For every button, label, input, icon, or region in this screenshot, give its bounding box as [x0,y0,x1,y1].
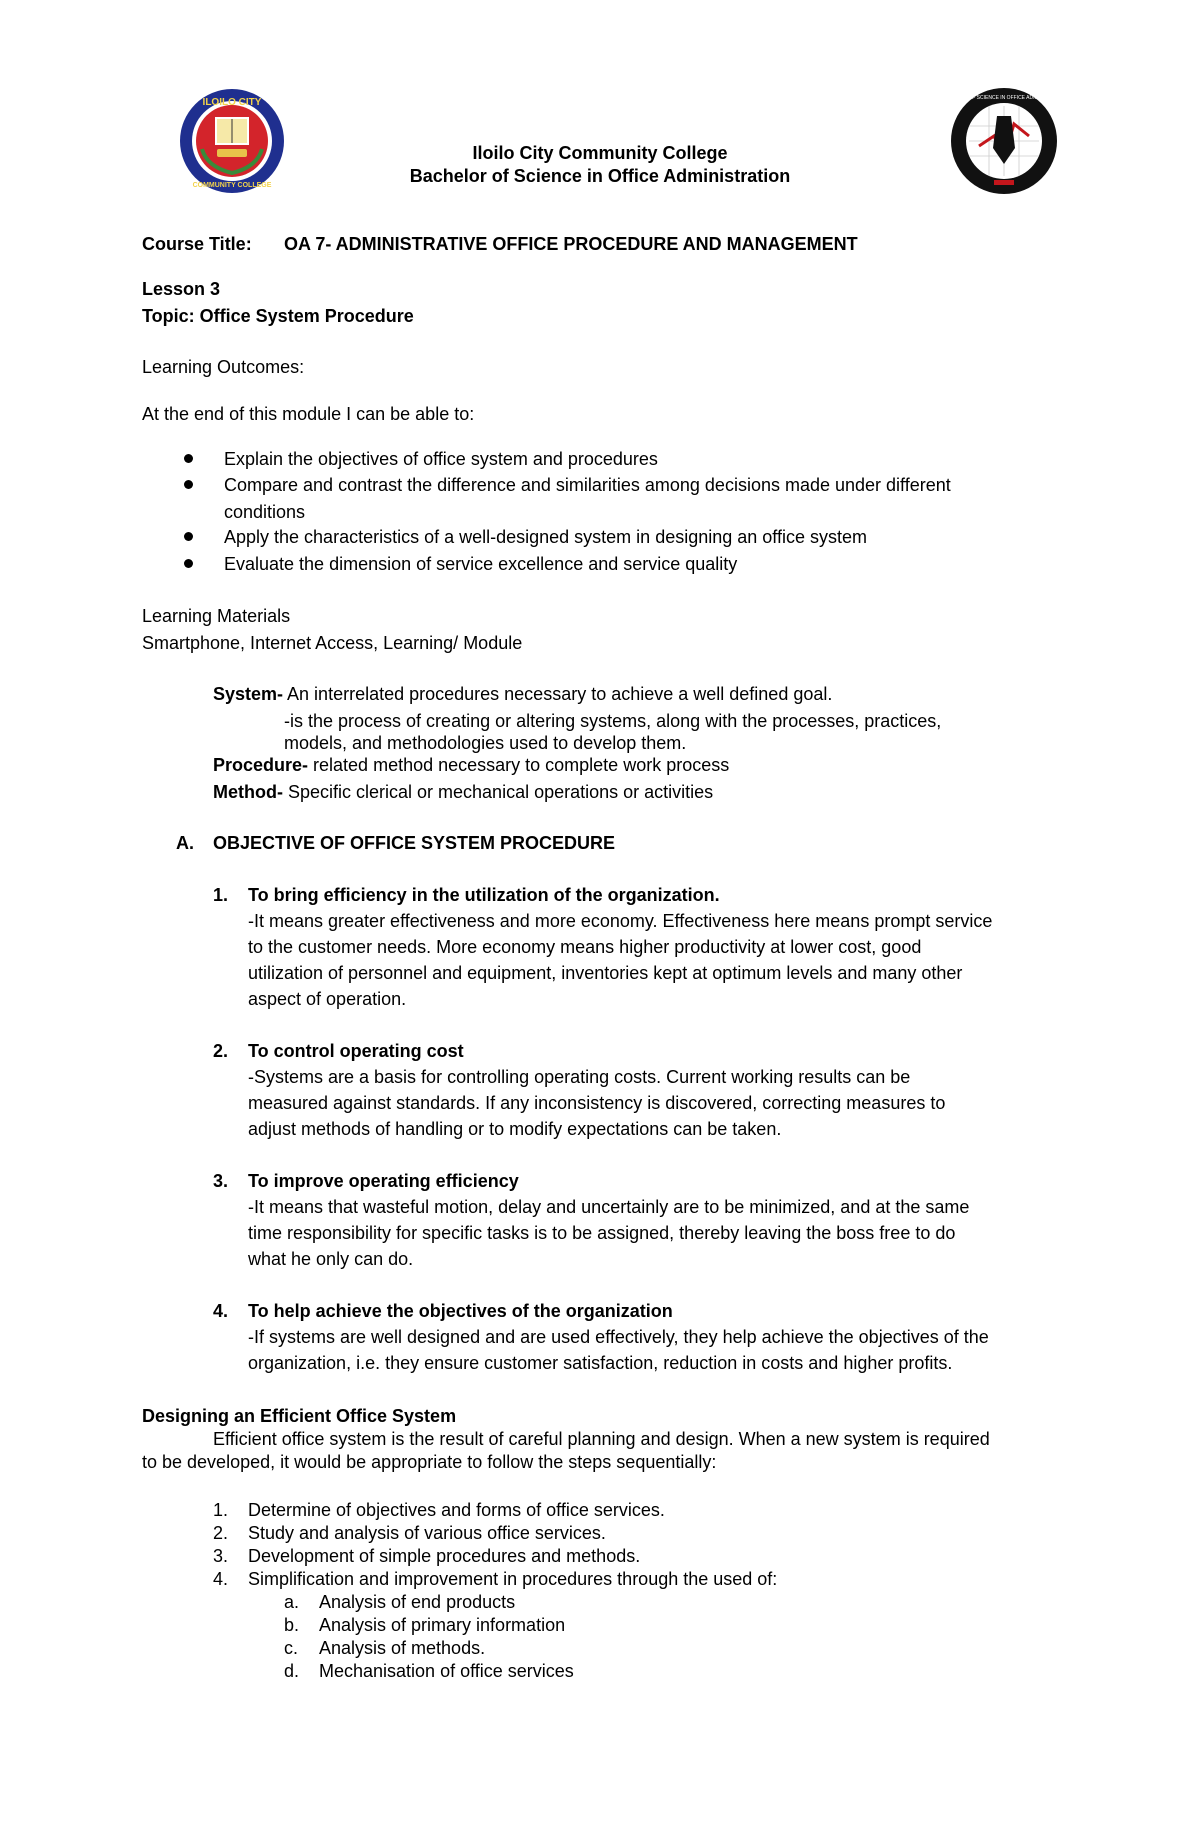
substep-letter: d. [284,1661,300,1681]
system-def2-line2: models, and methodologies used to develop them. [284,733,687,753]
left-logo-text-top: ILOILO CITY [202,97,262,108]
objective-text-line: adjust methods of handling or to modify expectations can be taken. [248,1119,782,1139]
procedure-definition [213,754,729,776]
procedure-term: Procedure- [213,755,309,775]
bullet-dot [184,480,193,489]
substep-text: Analysis of methods. [319,1638,486,1658]
materials-list: Smartphone, Internet Access, Learning/ Module [142,633,523,653]
step-text: Study and analysis of various office services. [248,1523,606,1543]
method-def-text: Specific clerical or mechanical operations or activities [282,782,714,802]
outcome-item: Apply the characteristics of a well-designed system in designing an office system [224,527,867,547]
section-a-letter: A. [176,833,194,853]
objective-text-line: -If systems are well designed and are used effectively, they help achieve the objectives of the [248,1327,989,1347]
objective-text-line: aspect of operation. [248,989,407,1009]
outcome-item: Explain the objectives of office system and procedures [224,449,658,469]
objective-text-line: time responsibility for specific tasks is to be assigned, thereby leaving the boss free to do [248,1223,956,1243]
outcomes-heading: Learning Outcomes: [142,357,305,377]
objective-text-line: -Systems are a basis for controlling operating costs. Current working results can be [248,1067,911,1087]
objective-text-line: to the customer needs. More economy means higher productivity at lower cost, good [248,937,922,957]
method-definition [213,781,713,803]
substep-letter: c. [284,1638,299,1658]
designing-para-line2: to be developed, it would be appropriate to follow the steps sequentially: [142,1452,717,1472]
objective-text-line: measured against standards. If any inconsistency is discovered, correcting measures to [248,1093,946,1113]
step-text: Simplification and improvement in procedures through the used of: [248,1569,778,1589]
designing-heading: Designing an Efficient Office System [142,1406,457,1426]
substep-letter: a. [284,1592,300,1612]
objective-title: To control operating cost [248,1041,464,1061]
step-number: 1. [213,1500,229,1520]
substep-text: Analysis of primary information [319,1615,566,1635]
system-def-text: An interrelated procedures necessary to achieve a well defined goal. [283,684,833,704]
bsoa-seal-logo [939,86,1069,196]
course-title: OA 7- ADMINISTRATIVE OFFICE PROCEDURE AND MANAGEMENT [284,234,858,254]
outcomes-intro: At the end of this module I can be able to: [142,404,475,424]
objective-title: To help achieve the objectives of the organization [248,1301,673,1321]
bullet-dot [184,454,193,463]
method-term: Method- [213,782,283,802]
objective-title: To bring efficiency in the utilization of the organization. [248,885,720,905]
left-logo-text-bottom: COMMUNITY COLLEGE [192,182,272,189]
substep-text: Mechanisation of office services [319,1661,574,1681]
materials-heading: Learning Materials [142,606,291,626]
outcome-item: Evaluate the dimension of service excellence and service quality [224,554,738,574]
objective-number: 4. [213,1301,229,1321]
objective-text-line: what he only can do. [248,1249,414,1269]
substep-letter: b. [284,1615,300,1635]
objective-text-line: organization, i.e. they ensure customer satisfaction, reduction in costs and higher profits. [248,1353,953,1373]
college-name: Iloilo City Community College [472,143,728,163]
system-definition [213,683,832,705]
course-title-label: Course Title: [142,234,252,254]
system-def2-line1: -is the process of creating or altering systems, along with the processes, practices, [284,711,942,731]
objective-number: 1. [213,885,229,905]
bullet-dot [184,559,193,568]
step-number: 3. [213,1546,229,1566]
lesson-number: Lesson 3 [142,279,221,299]
outcome-item-continued: conditions [224,502,306,522]
substep-text: Analysis of end products [319,1592,516,1612]
procedure-def-text: related method necessary to complete work process [308,755,730,775]
step-text: Determine of objectives and forms of office services. [248,1500,665,1520]
designing-para-line1: Efficient office system is the result of careful planning and design. When a new system is required [213,1429,990,1449]
bullet-dot [184,532,193,541]
objective-text-line: -It means that wasteful motion, delay and uncertainly are to be minimized, and at the same [248,1197,970,1217]
right-logo-text: BACHELOR OF SCIENCE IN OFFICE ADMINISTRATION [939,95,1069,101]
program-name: Bachelor of Science in Office Administration [409,166,791,186]
system-term: System- [213,684,284,704]
step-number: 4. [213,1569,229,1589]
outcome-item: Compare and contrast the difference and similarities among decisions made under different [224,475,951,495]
objective-text-line: utilization of personnel and equipment, inventories kept at optimum levels and many other [248,963,963,983]
iccc-seal-logo [177,87,287,195]
objective-number: 2. [213,1041,229,1061]
objective-text-line: -It means greater effectiveness and more economy. Effectiveness here means prompt service [248,911,993,931]
step-text: Development of simple procedures and methods. [248,1546,641,1566]
step-number: 2. [213,1523,229,1543]
section-a-title: OBJECTIVE OF OFFICE SYSTEM PROCEDURE [213,833,616,853]
objective-title: To improve operating efficiency [248,1171,519,1191]
lesson-topic: Topic: Office System Procedure [142,306,414,326]
objective-number: 3. [213,1171,229,1191]
